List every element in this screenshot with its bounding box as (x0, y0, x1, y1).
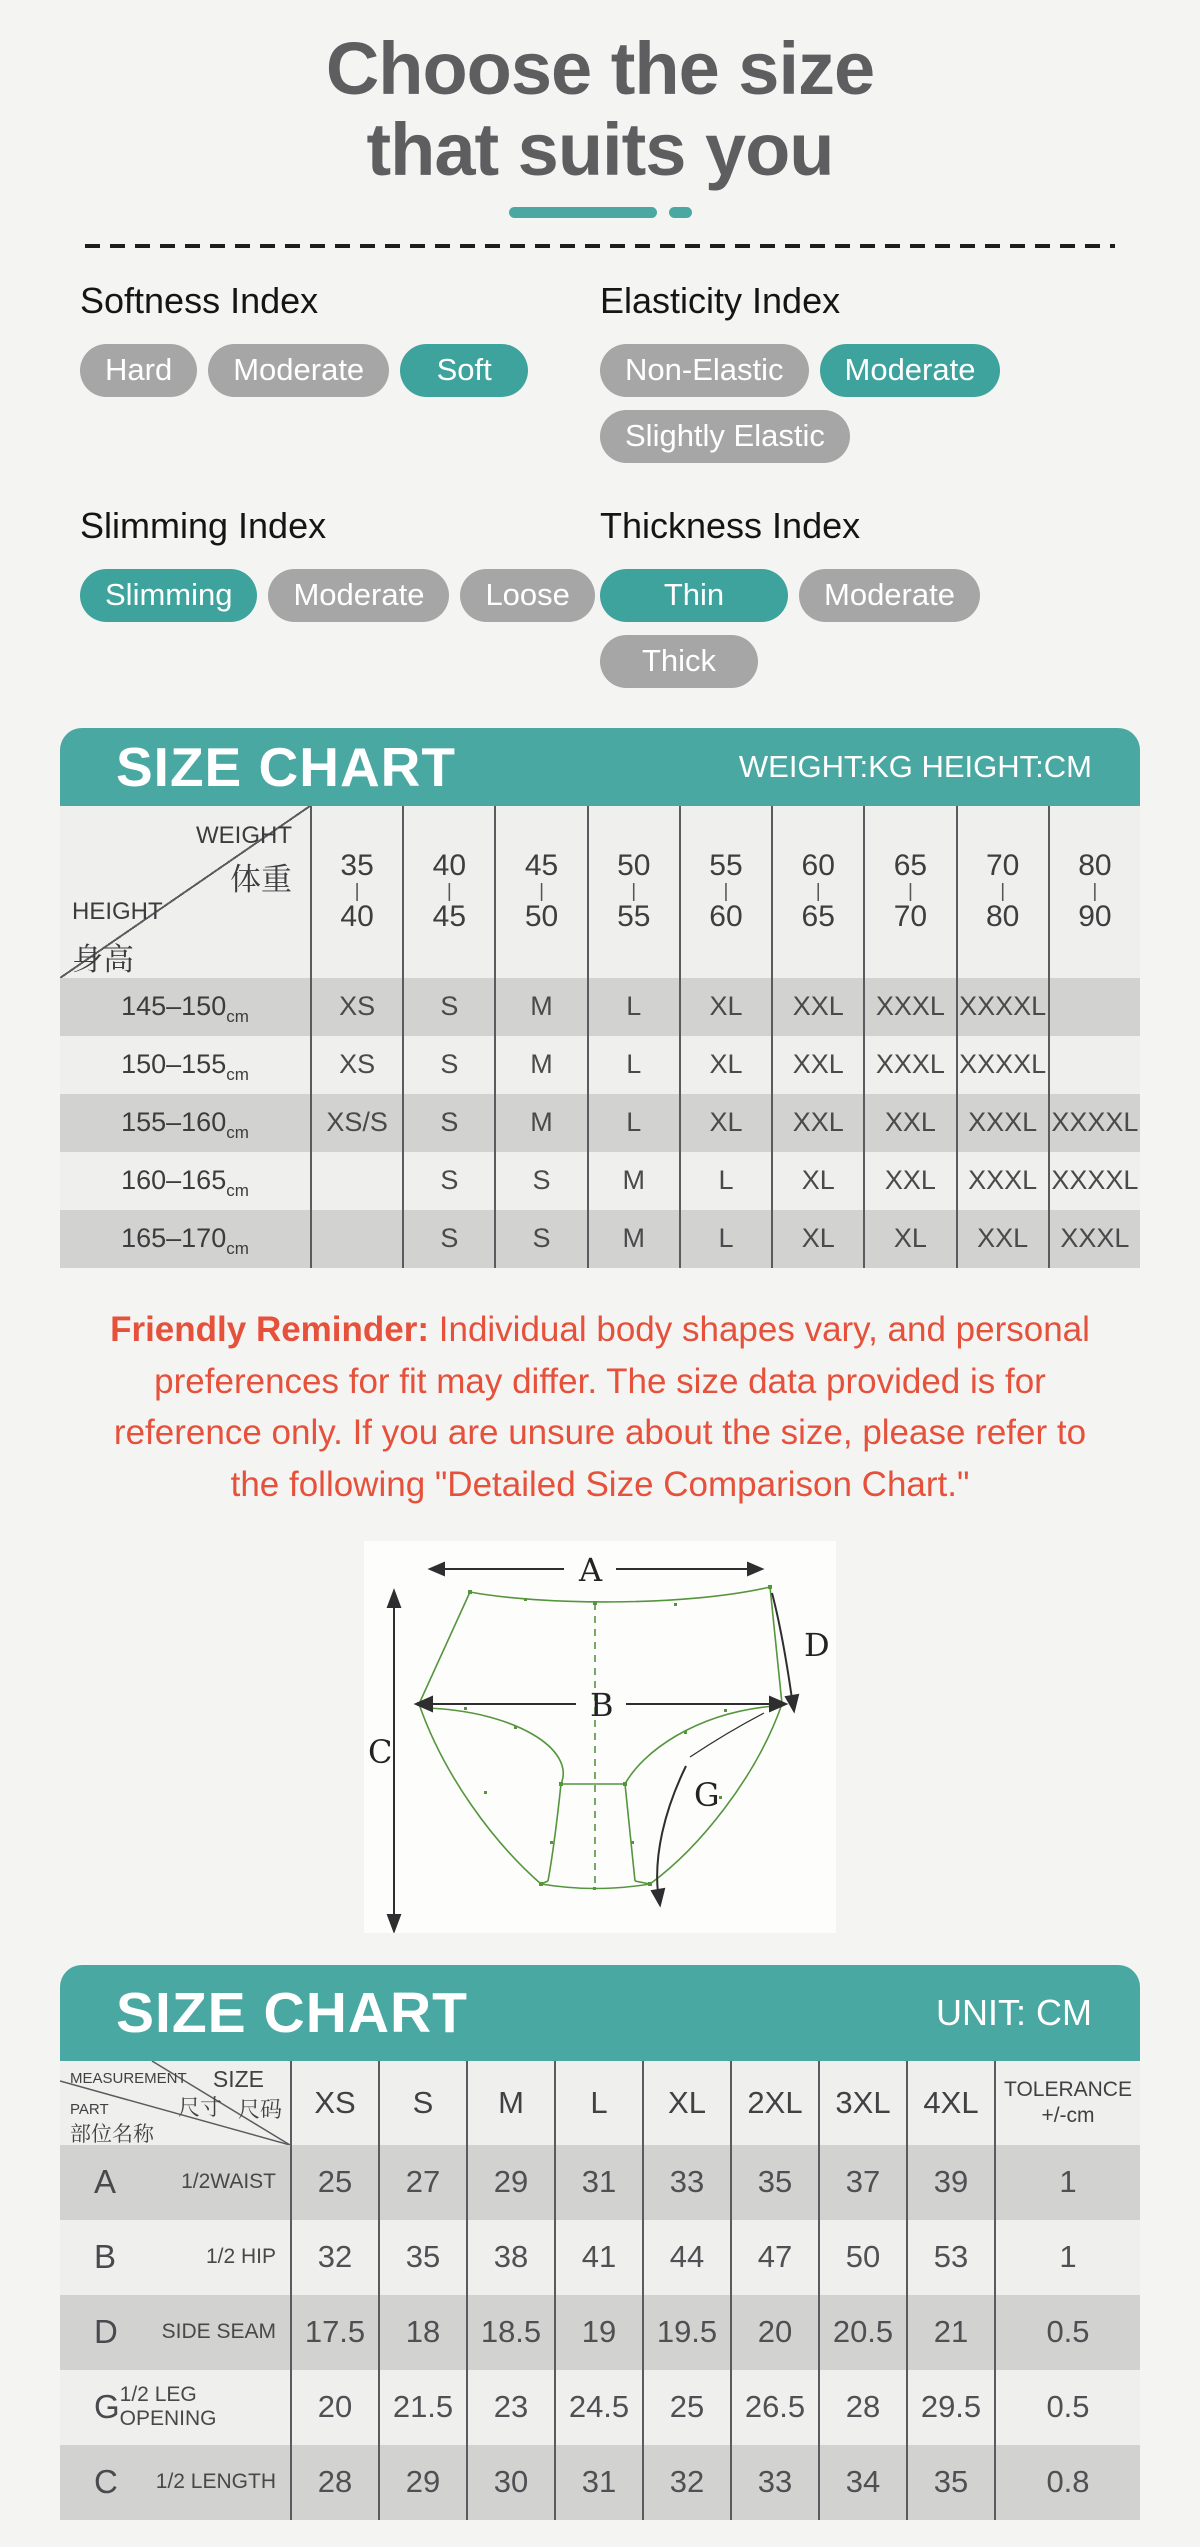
measurement-row-label: G 1/2 LEG OPENING (60, 2370, 290, 2445)
corner-part-label-cn: 部位名称 (70, 2122, 154, 2146)
size-cell: XXXL (863, 978, 955, 1036)
corner-size-label-cn: 尺码 (237, 2096, 282, 2122)
size-cell: XXXXL (1048, 1152, 1140, 1210)
corner-part-label: PART (70, 2100, 109, 2118)
measurement-value: 20.5 (818, 2295, 906, 2370)
size-chart2-grid (60, 2061, 1140, 2520)
measurement-value: 19 (554, 2295, 642, 2370)
measurement-value: 23 (466, 2370, 554, 2445)
measurement-value: 28 (818, 2370, 906, 2445)
weight-col-header: 70 | 80 (956, 806, 1048, 978)
measurement-value: 35 (378, 2220, 466, 2295)
pill-thick: Thick (600, 635, 758, 688)
size-cell: XXXL (863, 1036, 955, 1094)
size-chart1-units-note: WEIGHT:KG HEIGHT:CM (738, 748, 1092, 784)
diagram-label-d: D (804, 1625, 830, 1664)
pill-hard: Hard (80, 344, 197, 397)
measurement-row-label: C 1/2 LENGTH (60, 2445, 290, 2520)
size-cell: XXL (771, 1094, 863, 1152)
measurement-value: 18 (378, 2295, 466, 2370)
pill-loose: Loose (460, 569, 594, 622)
softness-pill-row (80, 344, 595, 397)
underline-bar-long (509, 207, 657, 218)
measurement-value: 21 (906, 2295, 994, 2370)
elasticity-index-heading: Elasticity Index (600, 279, 841, 321)
measurement-value: 28 (290, 2445, 378, 2520)
panty-measurement-sketch (364, 1541, 836, 1933)
size-col-header: 2XL (730, 2061, 818, 2145)
measurement-value: 39 (906, 2145, 994, 2220)
size-chart-weight-height (60, 728, 1140, 1268)
size-cell: XXL (863, 1152, 955, 1210)
slimming-index-heading: Slimming Index (80, 504, 327, 546)
size-chart2-title: SIZE CHART (116, 1980, 468, 2045)
measurement-value: 18.5 (466, 2295, 554, 2370)
size-cell: M (494, 978, 586, 1036)
weight-col-header: 45 | 50 (494, 806, 586, 978)
pill-moderate2: Moderate (268, 569, 449, 622)
measurement-value: 21.5 (378, 2370, 466, 2445)
size-cell: S (402, 1152, 494, 1210)
size-chart2-unit-note: UNIT: CM (936, 1991, 1092, 2033)
size-cell: XL (679, 978, 771, 1036)
measurement-value: 32 (290, 2220, 378, 2295)
size-cell: L (679, 1152, 771, 1210)
size-col-header: L (554, 2061, 642, 2145)
size-cell: XXXL (1048, 1210, 1140, 1268)
corner-height-label-cn: 身高 (72, 941, 134, 977)
pill-moderate-active: Moderate (820, 344, 1001, 397)
size-cell: XS (310, 1036, 402, 1094)
measurement-value: 41 (554, 2220, 642, 2295)
diagram-label-b: B (590, 1685, 614, 1724)
friendly-reminder (90, 1304, 1110, 1511)
height-row-label: 150–155 cm (60, 1036, 310, 1094)
tolerance-value: 0.5 (994, 2295, 1140, 2370)
size-cell: S (402, 1210, 494, 1268)
measurement-value: 17.5 (290, 2295, 378, 2370)
size-col-header: XL (642, 2061, 730, 2145)
size-cell: S (402, 978, 494, 1036)
softness-index-group (80, 280, 600, 463)
diagram-label-g: G (694, 1775, 720, 1814)
weight-col-header: 60 | 65 (771, 806, 863, 978)
measurement-value: 38 (466, 2220, 554, 2295)
measurement-value: 34 (818, 2445, 906, 2520)
measurement-value: 31 (554, 2145, 642, 2220)
size-cell (1048, 1036, 1140, 1094)
size-col-header: 3XL (818, 2061, 906, 2145)
size-cell: XS (310, 978, 402, 1036)
pill-soft-active: Soft (400, 344, 528, 397)
tolerance-col-header: TOLERANCE +/-cm (994, 2061, 1140, 2145)
slimming-pill-row (80, 569, 595, 622)
size-cell: XXXL (956, 1152, 1048, 1210)
page-title (0, 28, 1200, 191)
size-cell (310, 1210, 402, 1268)
tolerance-value: 0.5 (994, 2370, 1140, 2445)
corner-height-label: HEIGHT (72, 897, 163, 925)
tolerance-value: 1 (994, 2145, 1140, 2220)
measurement-value: 33 (642, 2145, 730, 2220)
height-row-label: 145–150 cm (60, 978, 310, 1036)
elasticity-pill-row (600, 344, 1115, 463)
size-col-header: XS (290, 2061, 378, 2145)
measurement-row-label: A 1/2WAIST (60, 2145, 290, 2220)
corner-size-label: SIZE (212, 2065, 264, 2092)
size-cell: L (679, 1210, 771, 1268)
weight-col-header: 40 | 45 (402, 806, 494, 978)
size-col-header: 4XL (906, 2061, 994, 2145)
corner-weight-label-cn: 体重 (230, 861, 292, 897)
size-cell: M (587, 1152, 679, 1210)
size-cell: XL (679, 1036, 771, 1094)
elasticity-index-group (600, 280, 1120, 463)
size-cell: XXXXL (956, 978, 1048, 1036)
weight-col-header: 55 | 60 (679, 806, 771, 978)
measurement-diagram (364, 1541, 836, 1933)
size-chart1-header (60, 728, 1140, 806)
measurement-value: 29.5 (906, 2370, 994, 2445)
size-cell: S (494, 1210, 586, 1268)
size-chart2-corner-cell (60, 2061, 290, 2145)
measurement-value: 30 (466, 2445, 554, 2520)
corner-weight-label: WEIGHT (196, 821, 292, 849)
thickness-index-group (600, 505, 1120, 688)
measurement-value: 33 (730, 2445, 818, 2520)
slimming-index-group (80, 505, 600, 688)
measurement-value: 31 (554, 2445, 642, 2520)
height-row-label: 160–165 cm (60, 1152, 310, 1210)
measurement-row-label: B 1/2 HIP (60, 2220, 290, 2295)
weight-col-header: 80 | 90 (1048, 806, 1140, 978)
size-chart-measurements (60, 1965, 1140, 2520)
size-cell: S (494, 1152, 586, 1210)
measurement-row-label: D SIDE SEAM (60, 2295, 290, 2370)
thickness-index-heading: Thickness Index (600, 504, 861, 546)
measurement-value: 24.5 (554, 2370, 642, 2445)
measurement-value: 37 (818, 2145, 906, 2220)
size-cell: XXL (956, 1210, 1048, 1268)
measurement-value: 35 (906, 2445, 994, 2520)
size-cell: XXXXL (1048, 1094, 1140, 1152)
size-cell: XXL (771, 1036, 863, 1094)
pill-thin-active: Thin (600, 569, 788, 622)
weight-col-header: 50 | 55 (587, 806, 679, 978)
page-title-line2: that suits you (366, 108, 834, 192)
tolerance-value: 0.8 (994, 2445, 1140, 2520)
friendly-reminder-text: Individual body shapes vary, and personal preferences for fit may differ. The size data provided is for reference only. If you are unsure about the size, please refer to the following "Detailed Size Comparison Chart." (113, 1309, 1090, 1505)
height-row-label: 165–170 cm (60, 1210, 310, 1268)
size-cell: XXXL (956, 1094, 1048, 1152)
measurement-value: 27 (378, 2145, 466, 2220)
size-cell: XL (771, 1152, 863, 1210)
measurement-value: 20 (290, 2370, 378, 2445)
size-cell (310, 1152, 402, 1210)
size-cell: L (587, 1036, 679, 1094)
size-cell: XL (863, 1210, 955, 1268)
size-cell: S (402, 1036, 494, 1094)
size-cell: XXL (771, 978, 863, 1036)
size-cell: L (587, 978, 679, 1036)
thickness-pill-row (600, 569, 1115, 688)
page-title-line1: Choose the size (325, 27, 875, 110)
size-cell: XL (679, 1094, 771, 1152)
measurement-value: 29 (466, 2145, 554, 2220)
tolerance-value: 1 (994, 2220, 1140, 2295)
friendly-reminder-label: Friendly Reminder: (110, 1309, 430, 1349)
size-cell: M (494, 1036, 586, 1094)
size-cell: XXXXL (956, 1036, 1048, 1094)
measurement-value: 53 (906, 2220, 994, 2295)
measurement-value: 47 (730, 2220, 818, 2295)
size-cell: S (402, 1094, 494, 1152)
title-underline (0, 207, 1200, 218)
measurement-value: 35 (730, 2145, 818, 2220)
size-chart1-title: SIZE CHART (116, 735, 456, 798)
size-chart1-corner-cell (60, 806, 310, 978)
measurement-value: 26.5 (730, 2370, 818, 2445)
size-cell: L (587, 1094, 679, 1152)
size-col-header: S (378, 2061, 466, 2145)
dashed-divider (85, 244, 1115, 248)
corner-measurement-label: MEASUREMENT (70, 2069, 187, 2087)
weight-col-header: 35 | 40 (310, 806, 402, 978)
pill-moderate3: Moderate (799, 569, 980, 622)
pill-non-elastic: Non-Elastic (600, 344, 809, 397)
index-section (80, 280, 1120, 688)
size-chart2-header (60, 1965, 1140, 2061)
softness-index-heading: Softness Index (80, 279, 319, 321)
size-cell: XL (771, 1210, 863, 1268)
measurement-value: 19.5 (642, 2295, 730, 2370)
measurement-value: 44 (642, 2220, 730, 2295)
height-row-label: 155–160 cm (60, 1094, 310, 1152)
size-chart1-grid (60, 806, 1140, 1268)
underline-bar-short (669, 207, 692, 218)
pill-moderate: Moderate (208, 344, 389, 397)
diagram-label-c: C (368, 1732, 393, 1771)
measurement-value: 20 (730, 2295, 818, 2370)
size-col-header: M (466, 2061, 554, 2145)
pill-slightly-elastic: Slightly Elastic (600, 410, 850, 463)
weight-col-header: 65 | 70 (863, 806, 955, 978)
title-block (0, 0, 1200, 248)
size-cell: XS/S (310, 1094, 402, 1152)
pill-slimming-active: Slimming (80, 569, 257, 622)
diagram-label-a: A (579, 1550, 603, 1589)
measurement-value: 50 (818, 2220, 906, 2295)
size-cell: XXL (863, 1094, 955, 1152)
size-cell: M (494, 1094, 586, 1152)
measurement-value: 25 (290, 2145, 378, 2220)
measurement-value: 29 (378, 2445, 466, 2520)
size-cell (1048, 978, 1140, 1036)
size-cell: M (587, 1210, 679, 1268)
measurement-value: 25 (642, 2370, 730, 2445)
measurement-value: 32 (642, 2445, 730, 2520)
corner-measurement-label-cn: 尺寸 (178, 2094, 223, 2120)
